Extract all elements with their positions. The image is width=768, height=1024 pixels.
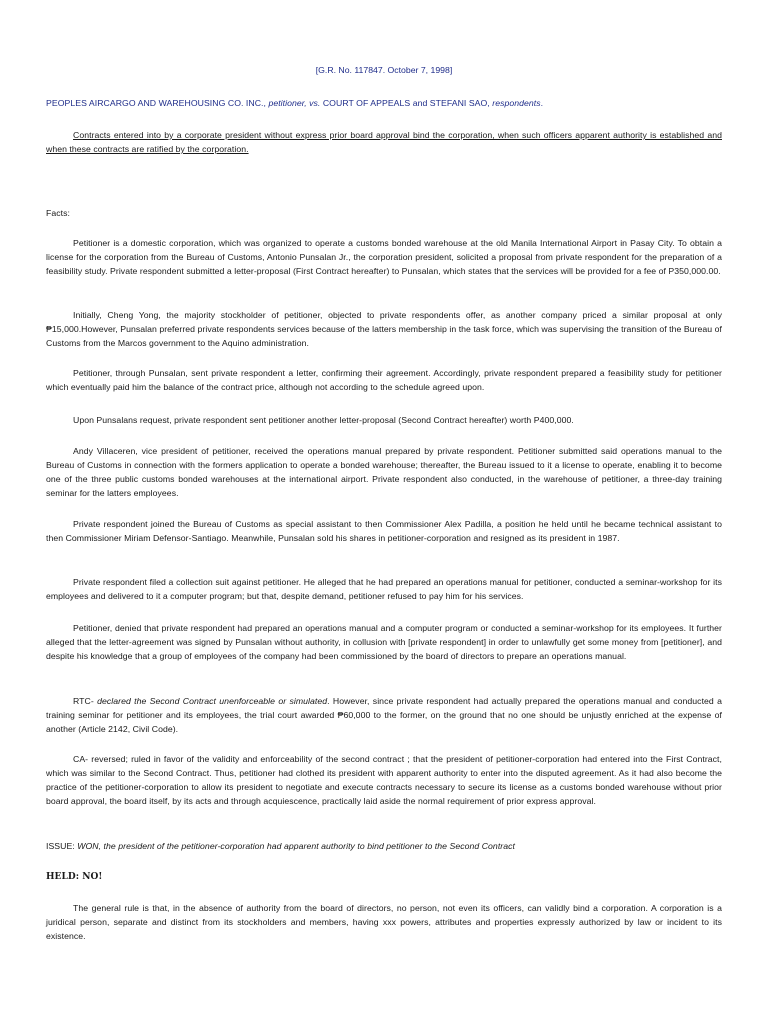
rtc-ruling	[46, 694, 722, 736]
case-citation: [G.R. No. 117847. October 7, 1998]	[315, 65, 453, 75]
case-caption	[46, 96, 722, 110]
caption-end: .	[540, 98, 544, 108]
issue	[46, 839, 722, 853]
respondent-names: COURT OF APPEALS and STEFANI SAO,	[322, 98, 493, 108]
facts-paragraph-5: Andy Villaceren, vice president of petitioner, received the operations manual prepared by private respondent. Petitioner submitted said operations manual to the Bureau of Customs in connection with the formers application to operate a bonded warehouse; thereafter, the Bureau issued to it a license to operate, enabling it to become one of the three public customs bonded warehouses at the international airport. Private respondent also conducted, in the warehouse of petitioner, a three-day training seminar for the latters employees.	[46, 446, 722, 498]
ruling-paragraph: The general rule is that, in the absence of authority from the board of directors, no person, not even its officers, can validly bind a corporation. A corporation is a juridical person, separate and distinct from its stockholders and members, having xxx powers, attributes and properties expressly authorized by law or incident to its existence.	[46, 903, 722, 941]
facts-heading: Facts:	[46, 208, 70, 218]
petitioner-name: PEOPLES AIRCARGO AND WAREHOUSING CO. INC.,	[46, 98, 269, 108]
facts-paragraph-8: Petitioner, denied that private respondent had prepared an operations manual and a computer program or conducted a seminar-workshop for its employees. It further alleged that the letter-agreement was signed by Punsalan without authority, in collusion with [private respondent] in order to unlawfully get some money from [petitioner], and despite his knowledge that a group of employees of the company had been commissioned by the board of directors to prepare an operations manual.	[46, 623, 722, 661]
respondent-label: respondents	[492, 98, 541, 108]
issue-label: ISSUE:	[46, 841, 78, 851]
ca-ruling: CA- reversed; ruled in favor of the validity and enforceability of the second contract ; that the president of petitioner-corporation had entered into the First Contract, which was similar to the Second Contract. Thus, petitioner had clothed its president with apparent authority to enter into the disputed agreement. As it had also become the practice of the petitioner-corporation to allow its president to negotiate and execute contracts necessary to secure its license as a customs bonded warehouse without prior board approval, the board itself, by its acts and through acquiescence, practically laid aside the normal requirement of prior express approval.	[46, 754, 722, 806]
facts-paragraph-1: Petitioner is a domestic corporation, which was organized to operate a customs bonded warehouse at the old Manila International Airport in Pasay City. To obtain a license for the corporation from the Bureau of Customs, Antonio Punsalan Jr., the corporation president, solicited a proposal from private respondent for the preparation of a feasibility study. Private respondent submitted a letter-proposal (First Contract hereafter) to Punsalan, which states that the services will be provided for a fee of P350,000.00.	[46, 238, 722, 276]
held-heading: HELD: NO!	[46, 872, 103, 882]
facts-paragraph-3: Petitioner, through Punsalan, sent private respondent a letter, confirming their agreement. Accordingly, private respondent prepared a feasibility study for petitioner which eventually paid him the balance of the contract price, although not according to the schedule agreed upon.	[46, 368, 722, 392]
facts-paragraph-7: Private respondent filed a collection suit against petitioner. He alleged that he had prepared an operations manual for petitioner, conducted a seminar-workshop for its employees and delivered to it a computer program; but that, despite demand, petitioner refused to pay him for his services.	[46, 577, 722, 601]
facts-paragraph-4: Upon Punsalans request, private respondent sent petitioner another letter-proposal (Second Contract hereafter) worth P400,000.	[73, 415, 574, 425]
rtc-italic: declared the Second Contract unenforceable or simulated	[97, 696, 328, 706]
doctrine: Contracts entered into by a corporate president without express prior board approval bind the corporation, when such officers apparent authority is established and when these contracts are ratified by the corporation.	[46, 130, 722, 154]
facts-paragraph-2: Initially, Cheng Yong, the majority stockholder of petitioner, objected to private respondents offer, as another company priced a similar proposal at only ₱15,000.However, Punsalan preferred private respondents services because of the latters membership in the task force, which was supervising the transition of the Bureau of Customs from the Marcos government to the Aquino administration.	[46, 310, 722, 348]
facts-paragraph-6: Private respondent joined the Bureau of Customs as special assistant to then Commissioner Alex Padilla, a position he held until he became technical assistant to then Commissioner Miriam Defensor-Santiago. Meanwhile, Punsalan sold his shares in petitioner-corporation and resigned as its president in 1987.	[46, 519, 722, 543]
petitioner-label: petitioner	[268, 98, 305, 108]
rtc-rest: . However, since private respondent had actually prepared the operations manual and conducted a training seminar for petitioner and its employees, the trial court awarded ₱60,000 to the former, on the ground that no one should be unjustly enriched at the expense of another (Article 2142, Civil Code).	[46, 696, 722, 734]
issue-text: WON, the president of the petitioner-corporation had apparent authority to bind petitioner to the Second Contract	[77, 841, 515, 851]
rtc-lead: RTC-	[73, 696, 98, 706]
versus: , vs.	[304, 98, 323, 108]
